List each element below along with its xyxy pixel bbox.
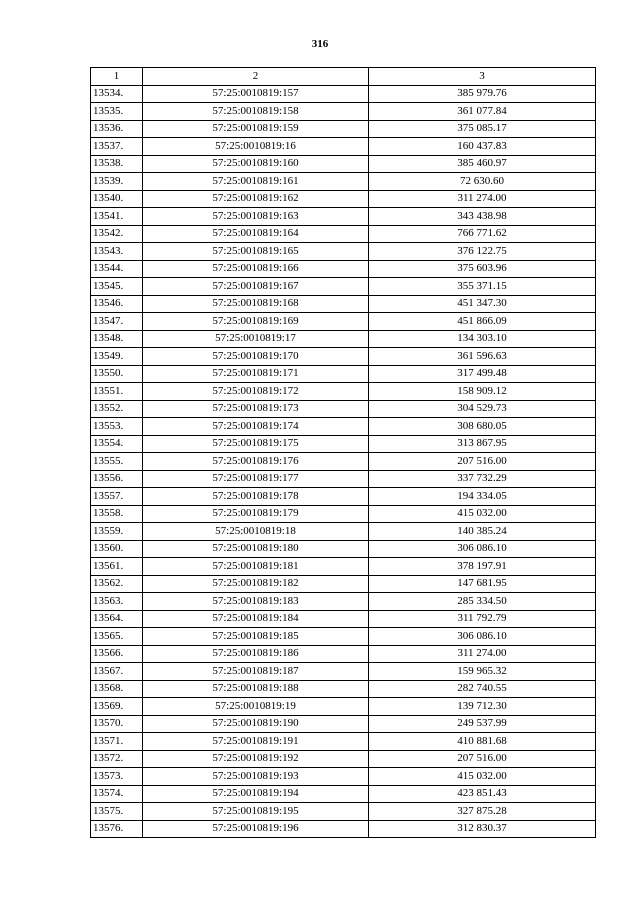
- table-row: [91, 418, 596, 436]
- cadastral-number-cell: 57:25:0010819:179: [143, 505, 369, 523]
- cadastral-number-cell: 57:25:0010819:169: [143, 313, 369, 331]
- row-number-cell: 13539.: [91, 173, 143, 191]
- row-number-cell: 13550.: [91, 365, 143, 383]
- cadastral-number-cell: 57:25:0010819:162: [143, 190, 369, 208]
- value-cell: 766 771.62: [369, 225, 596, 243]
- cadastral-number-cell: 57:25:0010819:157: [143, 85, 369, 103]
- table-row: [91, 190, 596, 208]
- row-number-cell: 13569.: [91, 698, 143, 716]
- value-cell: 327 875.28: [369, 803, 596, 821]
- cadastral-number-cell: 57:25:0010819:193: [143, 768, 369, 786]
- value-cell: 158 909.12: [369, 383, 596, 401]
- row-number-cell: 13563.: [91, 593, 143, 611]
- row-number-cell: 13562.: [91, 575, 143, 593]
- value-cell: 285 334.50: [369, 593, 596, 611]
- value-cell: 306 086.10: [369, 628, 596, 646]
- cadastral-number-cell: 57:25:0010819:175: [143, 435, 369, 453]
- cadastral-number-cell: 57:25:0010819:19: [143, 698, 369, 716]
- table-row: [91, 645, 596, 663]
- row-number-cell: 13545.: [91, 278, 143, 296]
- row-number-cell: 13568.: [91, 680, 143, 698]
- row-number-cell: 13552.: [91, 400, 143, 418]
- row-number-cell: 13558.: [91, 505, 143, 523]
- cadastral-number-cell: 57:25:0010819:182: [143, 575, 369, 593]
- table-row: [91, 628, 596, 646]
- row-number-cell: 13561.: [91, 558, 143, 576]
- table-row: [91, 470, 596, 488]
- row-number-cell: 13547.: [91, 313, 143, 331]
- cadastral-number-cell: 57:25:0010819:170: [143, 348, 369, 366]
- table-row: [91, 610, 596, 628]
- row-number-cell: 13554.: [91, 435, 143, 453]
- table-row: [91, 243, 596, 261]
- table-row: [91, 278, 596, 296]
- row-number-cell: 13549.: [91, 348, 143, 366]
- table-row: [91, 348, 596, 366]
- table-row: [91, 698, 596, 716]
- value-cell: 134 303.10: [369, 330, 596, 348]
- row-number-cell: 13540.: [91, 190, 143, 208]
- value-cell: 337 732.29: [369, 470, 596, 488]
- header-col-3: 3: [369, 68, 596, 86]
- row-number-cell: 13573.: [91, 768, 143, 786]
- table-row: [91, 593, 596, 611]
- value-cell: 308 680.05: [369, 418, 596, 436]
- value-cell: 207 516.00: [369, 453, 596, 471]
- table-row: [91, 750, 596, 768]
- row-number-cell: 13551.: [91, 383, 143, 401]
- value-cell: 361 077.84: [369, 103, 596, 121]
- cadastral-number-cell: 57:25:0010819:18: [143, 523, 369, 541]
- table-row: [91, 173, 596, 191]
- table-row: [91, 400, 596, 418]
- row-number-cell: 13572.: [91, 750, 143, 768]
- table-row: [91, 365, 596, 383]
- table-row: [91, 558, 596, 576]
- value-cell: 304 529.73: [369, 400, 596, 418]
- table-row: [91, 540, 596, 558]
- value-cell: 385 979.76: [369, 85, 596, 103]
- cadastral-number-cell: 57:25:0010819:196: [143, 820, 369, 838]
- cadastral-number-cell: 57:25:0010819:180: [143, 540, 369, 558]
- value-cell: 361 596.63: [369, 348, 596, 366]
- row-number-cell: 13567.: [91, 663, 143, 681]
- table-header-row: [91, 68, 596, 86]
- table-row: [91, 453, 596, 471]
- cadastral-number-cell: 57:25:0010819:195: [143, 803, 369, 821]
- value-cell: 140 385.24: [369, 523, 596, 541]
- value-cell: 147 681.95: [369, 575, 596, 593]
- table-body: [91, 68, 596, 838]
- value-cell: 72 630.60: [369, 173, 596, 191]
- table-row: [91, 155, 596, 173]
- value-cell: 311 274.00: [369, 190, 596, 208]
- row-number-cell: 13538.: [91, 155, 143, 173]
- value-cell: 376 122.75: [369, 243, 596, 261]
- table-row: [91, 208, 596, 226]
- row-number-cell: 13548.: [91, 330, 143, 348]
- cadastral-number-cell: 57:25:0010819:188: [143, 680, 369, 698]
- header-col-1: 1: [91, 68, 143, 86]
- value-cell: 139 712.30: [369, 698, 596, 716]
- cadastral-number-cell: 57:25:0010819:186: [143, 645, 369, 663]
- cadastral-number-cell: 57:25:0010819:178: [143, 488, 369, 506]
- value-cell: 312 830.37: [369, 820, 596, 838]
- cadastral-number-cell: 57:25:0010819:173: [143, 400, 369, 418]
- row-number-cell: 13537.: [91, 138, 143, 156]
- value-cell: 378 197.91: [369, 558, 596, 576]
- row-number-cell: 13556.: [91, 470, 143, 488]
- table-row: [91, 663, 596, 681]
- table-row: [91, 715, 596, 733]
- cadastral-number-cell: 57:25:0010819:176: [143, 453, 369, 471]
- value-cell: 194 334.05: [369, 488, 596, 506]
- cadastral-number-cell: 57:25:0010819:194: [143, 785, 369, 803]
- cadastral-number-cell: 57:25:0010819:166: [143, 260, 369, 278]
- row-number-cell: 13534.: [91, 85, 143, 103]
- row-number-cell: 13560.: [91, 540, 143, 558]
- table-row: [91, 85, 596, 103]
- value-cell: 385 460.97: [369, 155, 596, 173]
- row-number-cell: 13553.: [91, 418, 143, 436]
- row-number-cell: 13557.: [91, 488, 143, 506]
- value-cell: 207 516.00: [369, 750, 596, 768]
- value-cell: 451 347.30: [369, 295, 596, 313]
- table-row: [91, 225, 596, 243]
- value-cell: 313 867.95: [369, 435, 596, 453]
- table-row: [91, 768, 596, 786]
- table-row: [91, 138, 596, 156]
- row-number-cell: 13576.: [91, 820, 143, 838]
- cadastral-number-cell: 57:25:0010819:168: [143, 295, 369, 313]
- table-row: [91, 488, 596, 506]
- cadastral-number-cell: 57:25:0010819:185: [143, 628, 369, 646]
- table-row: [91, 785, 596, 803]
- table-row: [91, 733, 596, 751]
- table-row: [91, 803, 596, 821]
- cadastral-number-cell: 57:25:0010819:184: [143, 610, 369, 628]
- cadastral-number-cell: 57:25:0010819:171: [143, 365, 369, 383]
- cadastral-number-cell: 57:25:0010819:177: [143, 470, 369, 488]
- row-number-cell: 13566.: [91, 645, 143, 663]
- value-cell: 415 032.00: [369, 768, 596, 786]
- table-row: [91, 820, 596, 838]
- value-cell: 311 792.79: [369, 610, 596, 628]
- row-number-cell: 13555.: [91, 453, 143, 471]
- value-cell: 355 371.15: [369, 278, 596, 296]
- value-cell: 375 085.17: [369, 120, 596, 138]
- value-cell: 159 965.32: [369, 663, 596, 681]
- table-row: [91, 383, 596, 401]
- value-cell: 282 740.55: [369, 680, 596, 698]
- row-number-cell: 13565.: [91, 628, 143, 646]
- header-col-2: 2: [143, 68, 369, 86]
- row-number-cell: 13564.: [91, 610, 143, 628]
- cadastral-number-cell: 57:25:0010819:160: [143, 155, 369, 173]
- table-row: [91, 103, 596, 121]
- cadastral-number-cell: 57:25:0010819:192: [143, 750, 369, 768]
- cadastral-number-cell: 57:25:0010819:181: [143, 558, 369, 576]
- row-number-cell: 13574.: [91, 785, 143, 803]
- value-cell: 415 032.00: [369, 505, 596, 523]
- row-number-cell: 13559.: [91, 523, 143, 541]
- table-row: [91, 435, 596, 453]
- value-cell: 343 438.98: [369, 208, 596, 226]
- row-number-cell: 13570.: [91, 715, 143, 733]
- cadastral-number-cell: 57:25:0010819:161: [143, 173, 369, 191]
- value-cell: 423 851.43: [369, 785, 596, 803]
- value-cell: 375 603.96: [369, 260, 596, 278]
- row-number-cell: 13546.: [91, 295, 143, 313]
- row-number-cell: 13543.: [91, 243, 143, 261]
- value-cell: 160 437.83: [369, 138, 596, 156]
- cadastral-number-cell: 57:25:0010819:16: [143, 138, 369, 156]
- cadastral-number-cell: 57:25:0010819:17: [143, 330, 369, 348]
- cadastral-number-cell: 57:25:0010819:183: [143, 593, 369, 611]
- cadastral-number-cell: 57:25:0010819:191: [143, 733, 369, 751]
- data-table: [90, 67, 596, 838]
- row-number-cell: 13575.: [91, 803, 143, 821]
- cadastral-number-cell: 57:25:0010819:190: [143, 715, 369, 733]
- value-cell: 317 499.48: [369, 365, 596, 383]
- row-number-cell: 13571.: [91, 733, 143, 751]
- row-number-cell: 13535.: [91, 103, 143, 121]
- row-number-cell: 13541.: [91, 208, 143, 226]
- table-row: [91, 680, 596, 698]
- value-cell: 311 274.00: [369, 645, 596, 663]
- page-number: 316: [311, 38, 329, 50]
- table-row: [91, 523, 596, 541]
- table-row: [91, 575, 596, 593]
- table-row: [91, 295, 596, 313]
- cadastral-number-cell: 57:25:0010819:159: [143, 120, 369, 138]
- cadastral-number-cell: 57:25:0010819:174: [143, 418, 369, 436]
- row-number-cell: 13542.: [91, 225, 143, 243]
- table-row: [91, 120, 596, 138]
- value-cell: 249 537.99: [369, 715, 596, 733]
- table-row: [91, 260, 596, 278]
- cadastral-number-cell: 57:25:0010819:167: [143, 278, 369, 296]
- table-row: [91, 505, 596, 523]
- table-row: [91, 313, 596, 331]
- cadastral-number-cell: 57:25:0010819:187: [143, 663, 369, 681]
- row-number-cell: 13544.: [91, 260, 143, 278]
- table-row: [91, 330, 596, 348]
- value-cell: 451 866.09: [369, 313, 596, 331]
- cadastral-number-cell: 57:25:0010819:164: [143, 225, 369, 243]
- row-number-cell: 13536.: [91, 120, 143, 138]
- cadastral-number-cell: 57:25:0010819:163: [143, 208, 369, 226]
- value-cell: 410 881.68: [369, 733, 596, 751]
- value-cell: 306 086.10: [369, 540, 596, 558]
- cadastral-number-cell: 57:25:0010819:172: [143, 383, 369, 401]
- cadastral-number-cell: 57:25:0010819:165: [143, 243, 369, 261]
- cadastral-number-cell: 57:25:0010819:158: [143, 103, 369, 121]
